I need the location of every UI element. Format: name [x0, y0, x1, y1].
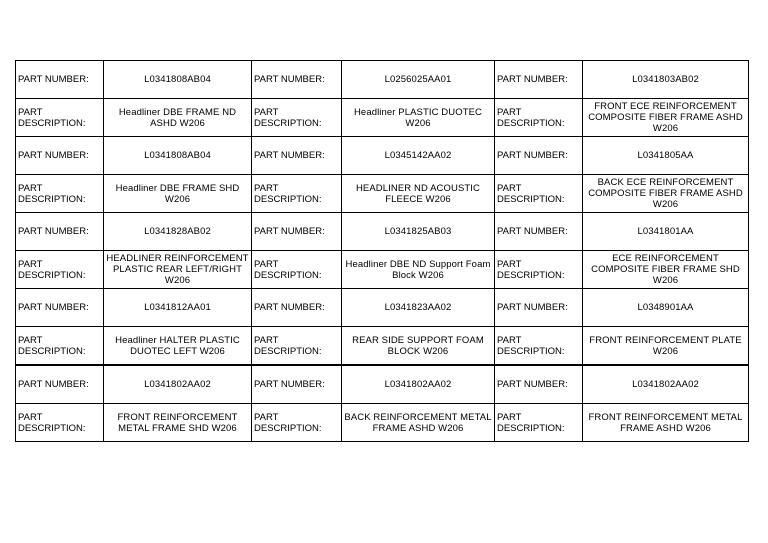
part-description-label: PART DESCRIPTION:	[16, 327, 104, 366]
part-number-label: PART NUMBER:	[252, 137, 342, 175]
part-description-row	[16, 251, 749, 289]
part-number-label: PART NUMBER:	[16, 289, 104, 327]
part-description-value: FRONT ECE REINFORCEMENT COMPOSITE FIBER FRAME ASHD W206	[583, 99, 749, 137]
part-description-value: Headliner HALTER PLASTIC DUOTEC LEFT W206	[104, 327, 252, 366]
part-description-value: HEADLINER ND ACOUSTIC FLEECE W206	[342, 175, 495, 213]
part-number-label: PART NUMBER:	[252, 289, 342, 327]
part-description-label: PART DESCRIPTION:	[16, 175, 104, 213]
part-number-label: PART NUMBER:	[495, 365, 583, 404]
part-number-label: PART NUMBER:	[16, 213, 104, 251]
parts-table-body	[16, 61, 749, 442]
part-number-row	[16, 137, 749, 175]
part-number-value: L0341803AB02	[583, 61, 749, 99]
part-description-value: REAR SIDE SUPPORT FOAM BLOCK W206	[342, 327, 495, 366]
part-description-row	[16, 175, 749, 213]
part-number-value: L0341801AA	[583, 213, 749, 251]
part-number-label: PART NUMBER:	[495, 137, 583, 175]
part-description-label: PART DESCRIPTION:	[16, 251, 104, 289]
part-description-value: Headliner DBE FRAME ND ASHD W206	[104, 99, 252, 137]
part-description-label: PART DESCRIPTION:	[495, 99, 583, 137]
parts-table	[15, 60, 749, 442]
part-number-label: PART NUMBER:	[495, 289, 583, 327]
part-description-value: BACK ECE REINFORCEMENT COMPOSITE FIBER FRAME ASHD W206	[583, 175, 749, 213]
part-description-value: Headliner DBE FRAME SHD W206	[104, 175, 252, 213]
part-description-row	[16, 99, 749, 137]
part-number-label: PART NUMBER:	[252, 213, 342, 251]
part-description-value: FRONT REINFORCEMENT PLATE W206	[583, 327, 749, 366]
part-description-label: PART DESCRIPTION:	[495, 251, 583, 289]
part-number-label: PART NUMBER:	[16, 61, 104, 99]
part-description-label: PART DESCRIPTION:	[495, 327, 583, 366]
part-number-value: L0341823AA02	[342, 289, 495, 327]
part-number-value: L0341802AA02	[342, 365, 495, 404]
part-number-row	[16, 365, 749, 404]
part-description-value: Headliner PLASTIC DUOTEC W206	[342, 99, 495, 137]
part-number-value: L0348901AA	[583, 289, 749, 327]
part-description-label: PART DESCRIPTION:	[16, 404, 104, 442]
part-number-value: L0341812AA01	[104, 289, 252, 327]
part-description-value: ECE REINFORCEMENT COMPOSITE FIBER FRAME SHD W206	[583, 251, 749, 289]
part-description-label: PART DESCRIPTION:	[495, 404, 583, 442]
part-number-row	[16, 213, 749, 251]
part-description-row	[16, 327, 749, 366]
part-description-label: PART DESCRIPTION:	[495, 175, 583, 213]
part-number-value: L0341802AA02	[583, 365, 749, 404]
part-number-value: L0345142AA02	[342, 137, 495, 175]
part-description-value: FRONT REINFORCEMENT METAL FRAME SHD W206	[104, 404, 252, 442]
part-number-value: L0341828AB02	[104, 213, 252, 251]
part-number-label: PART NUMBER:	[252, 365, 342, 404]
part-description-label: PART DESCRIPTION:	[252, 327, 342, 366]
part-description-row	[16, 404, 749, 442]
part-number-row	[16, 289, 749, 327]
part-number-label: PART NUMBER:	[495, 61, 583, 99]
part-number-value: L0341825AB03	[342, 213, 495, 251]
part-description-value: HEADLINER REINFORCEMENT PLASTIC REAR LEFT/RIGHT W206	[104, 251, 252, 289]
part-number-label: PART NUMBER:	[495, 213, 583, 251]
part-number-label: PART NUMBER:	[252, 61, 342, 99]
part-description-label: PART DESCRIPTION:	[252, 404, 342, 442]
part-number-row	[16, 61, 749, 99]
part-number-value: L0341808AB04	[104, 61, 252, 99]
part-description-label: PART DESCRIPTION:	[252, 175, 342, 213]
part-number-label: PART NUMBER:	[16, 137, 104, 175]
part-description-value: Headliner DBE ND Support Foam Block W206	[342, 251, 495, 289]
part-description-value: FRONT REINFORCEMENT METAL FRAME ASHD W206	[583, 404, 749, 442]
part-number-value: L0256025AA01	[342, 61, 495, 99]
part-number-value: L0341805AA	[583, 137, 749, 175]
part-description-label: PART DESCRIPTION:	[252, 99, 342, 137]
part-description-value: BACK REINFORCEMENT METAL FRAME ASHD W206	[342, 404, 495, 442]
part-description-label: PART DESCRIPTION:	[16, 99, 104, 137]
part-number-value: L0341808AB04	[104, 137, 252, 175]
part-number-value: L0341802AA02	[104, 365, 252, 404]
part-number-label: PART NUMBER:	[16, 365, 104, 404]
part-description-label: PART DESCRIPTION:	[252, 251, 342, 289]
